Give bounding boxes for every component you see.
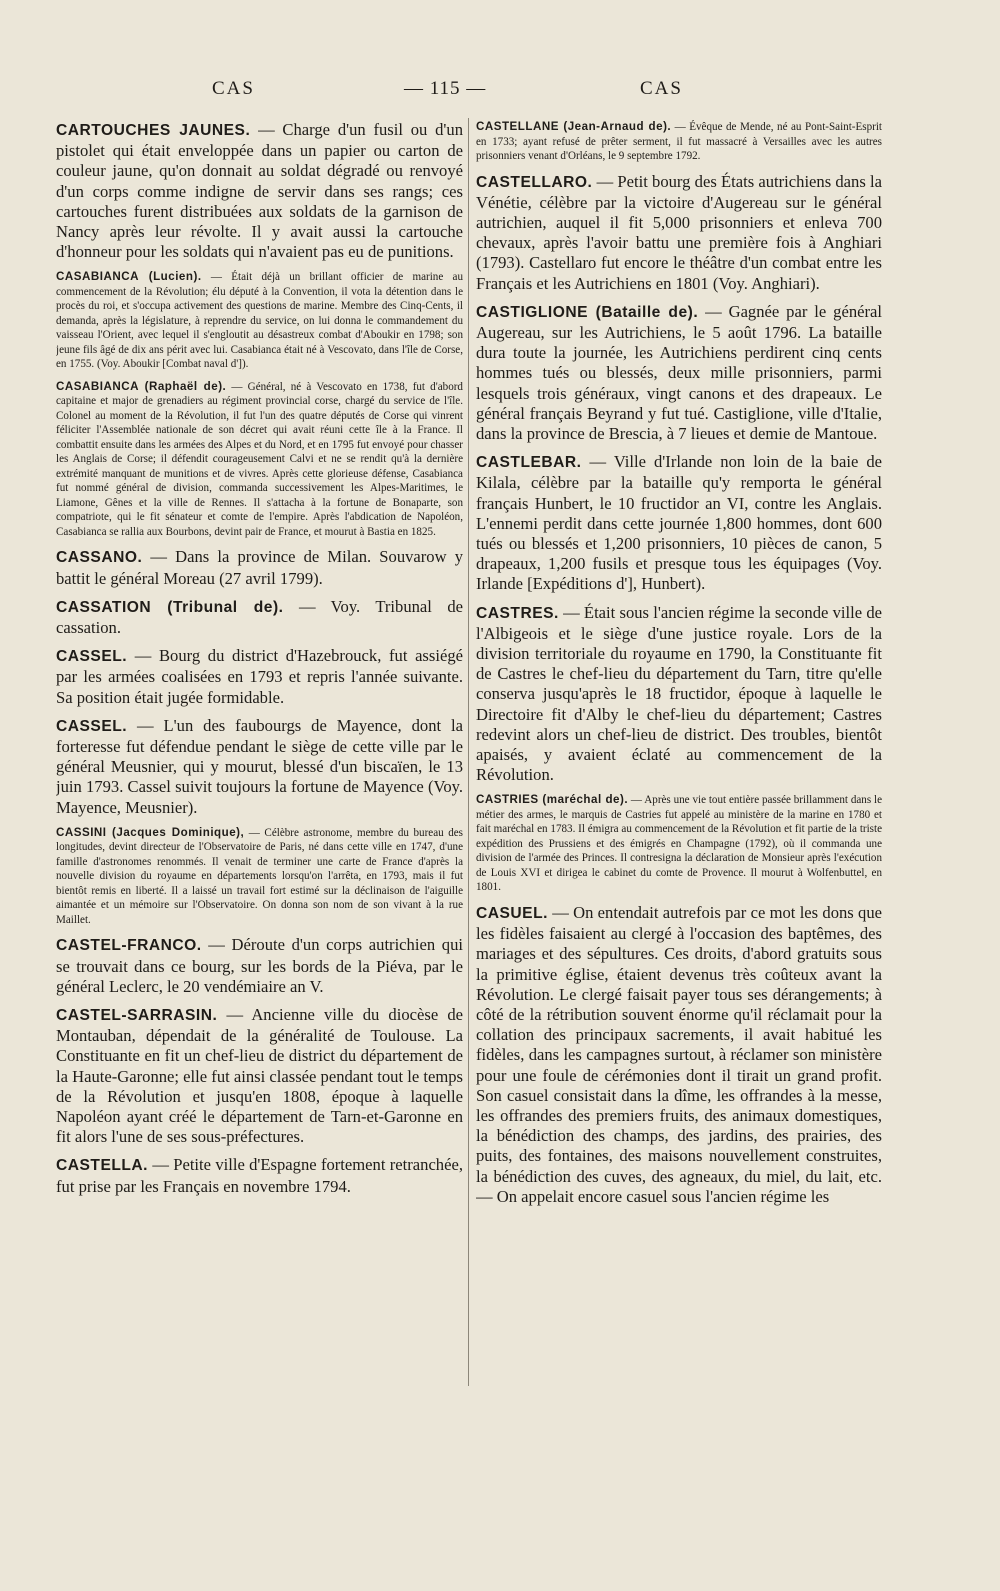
dictionary-entry bbox=[56, 380, 463, 540]
dictionary-entry bbox=[476, 120, 882, 164]
page-number: — 115 — bbox=[404, 78, 487, 99]
entry-text: — Voy. Tribunal de cassation. bbox=[56, 596, 463, 638]
entry-text: — Ville d'Irlande non loin de la baie de Kilala, célèbre par la bataille qu'y remporta le général français Hunbert, le 10 fructidor an VI, contre les Anglais. L'ennemi perdit dans cette journée 1,800 hommes, dont 600 tués ou blessés et 1,200 prisonniers, 10 pièces de canon, 5 drapeaux, 1,200 fusils et presque tous les équipages (Voy. Irlande [Expéditions d'], Hunbert). bbox=[476, 452, 882, 594]
entry-headword: CASUEL. bbox=[476, 904, 548, 922]
entry-headword: CARTOUCHES JAUNES. bbox=[56, 122, 251, 139]
entry-headword: CASTELLANE (Jean-Arnaud de). bbox=[476, 120, 672, 133]
dictionary-entry bbox=[56, 646, 463, 708]
dictionary-entry bbox=[56, 716, 463, 818]
dictionary-entry bbox=[56, 270, 463, 372]
dictionary-entry bbox=[56, 826, 463, 928]
entry-text: — Évêque de Mende, né au Pont-Saint-Esprit en 1733; ayant refusé de prêter serment, il fut massacré à Versailles avec les autres prisonniers venant d'Orléans, le 9 septembre 1792. bbox=[476, 121, 882, 162]
entry-headword: CASTELLARO. bbox=[476, 173, 593, 191]
entry-text: — Après une vie tout entière passée brillamment dans le métier des armes, le marquis de Castries fut appelé au ministère de la marine en 1780 et fait maréchal en 1783. Il émigra au commencement de la Révolution et fit partie de la triste expédition des Prussiens et des émigrés en Champagne (1792), où il commanda une division de l'armée des Princes. Il contresigna la déclaration de Monsieur après l'exécution de Louis XVI et dirigea le cabinet du comte de Provence. Il mourut à Wolfenbuttel, en 1801. bbox=[476, 794, 882, 894]
dictionary-entry bbox=[56, 935, 463, 997]
entry-text: — On entendait autrefois par ce mot les dons que les fidèles faisaient au clergé à l'occasion des baptêmes, des mariages et des sépultures. Ces droits, d'abord gratuits sous la primitive église, étaient devenus très coûteux avant la Révolution. Le clergé faisait payer tous ses dérangements; à côté de la rétribution souvent énorme qu'il réclamait pour la collation des principaux sacrements, il avait habitué les fidèles, dans les campagnes surtout, à réclamer son ministère pour une foule de cérémonies dont il tirait un grand profit. Son casuel consistait dans la dîme, les offrandes à la messe, les offrandes des premiers fruits, des animaux domestiques, la bénédiction des champs, des jardins, des prairies, des puits, des fontaines, des maisons nouvellement construites, la bénédiction des cuves, des agneaux, du miel, du lait, etc. — On appelait encore casuel sous l'ancien régime les bbox=[476, 902, 882, 1206]
entry-headword: CASSEL. bbox=[56, 717, 128, 735]
dictionary-entry bbox=[476, 603, 882, 786]
entry-text: — L'un des faubourgs de Mayence, dont la forteresse fut défendue pendant le siège de cette ville par le général Meusnier, qui y mourut, blessé d'un biscaïen, le 13 juin 1793. Cassel suivit toujours la fortune de Mayence (Voy. Mayence, Meusnier). bbox=[56, 715, 463, 817]
entry-headword: CASTIGLIONE (Bataille de). bbox=[476, 303, 699, 321]
column-divider bbox=[468, 118, 469, 1386]
entry-text: — Général, né à Vescovato en 1738, fut d'abord capitaine et major de grenadiers au régiment provincial corse, chargé du service de l'île. Colonel au moment de la Révolution, il fut l'un des quatre députés de Corse qui vinrent féliciter l'Assemblée nationale de son décret qui avait réuni cette île à la France. Il combattit ensuite dans les armées des Alpes et du Nord, et en 1795 fut envoyé pour chasser les Anglais de Corse; il défendit courageusement Calvi et ne se rendit qu'à la dernière extrémité manquant de munitions et de vivres. Après cette glorieuse défense, Casabianca fut nommé général de division, commanda successivement les Alpes-Maritimes, le Liamone, Gênes et la ville de Rennes. Il s'attacha à la fortune de Bonaparte, son compatriote, qui le fit sénateur et comte de l'empire. Après l'abdication de Napoléon, Casabianca se rallia aux Bourbons, devint pair de France, et mourut à Bastia en 1825. bbox=[56, 380, 463, 538]
entry-headword: CASSATION (Tribunal de). bbox=[56, 598, 284, 616]
dictionary-entry bbox=[56, 597, 463, 638]
entry-text: — Célèbre astronome, membre du bureau des longitudes, devint directeur de l'Observatoire de Paris, né dans cette ville en 1747, d'une famille d'astronomes renommés. Il venait de terminer une carte de France d'après la nouvelle division du royaume en départements lorsqu'on l'arrêta, en 1793, mais il fut bientôt remis en liberté. Il a laissé un travail fort estimé sur la déclinaison de l'aiguille aimantée et un mémoire sur l'Observatoire. On donna son nom de son vivant à la rue Maillet. bbox=[56, 826, 463, 926]
entry-headword: CASTLEBAR. bbox=[476, 454, 582, 472]
entry-headword: CASABIANCA (Raphaël de). bbox=[56, 379, 227, 393]
dictionary-entry bbox=[56, 1155, 463, 1196]
entry-text: — Déroute d'un corps autrichien qui se trouvait dans ce bourg, sur les bords de la Piéva, par le général Leclerc, le 20 vendémiaire an V. bbox=[56, 935, 463, 996]
dictionary-entry bbox=[476, 302, 882, 444]
entry-text: — Gagnée par le général Augereau, sur les Autrichiens, le 5 août 1796. La bataille dura toute la journée, les Autrichiens perdirent cinq cents hommes tués ou blessés, deux mille prisonniers, parmi lesquels trois généraux, vingt canons et des drapeaux. Le général français Beyrand y fut tué. Castiglione, ville d'Italie, dans la province de Brescia, à 7 lieues et demie de Mantoue. bbox=[476, 301, 882, 443]
entry-headword: CASTEL-FRANCO. bbox=[56, 937, 202, 955]
entry-text: — Bourg du district d'Hazebrouck, fut assiégé par les armées coalisées en 1793 et repris l'année suivante. Sa position était jugée formidable. bbox=[56, 646, 463, 707]
dictionary-entry bbox=[476, 172, 882, 294]
entry-headword: CASSANO. bbox=[56, 549, 143, 567]
entry-text: — Charge d'un fusil ou d'un pistolet qui était enveloppée dans un papier ou carton de couleur jaune, qu'on donnait au soldat dégradé ou renvoyé d'un corps comme indigne de servir dans ses rangs; ces cartouches furent distribuées aux soldats de la garnison de Nancy après leur révolte. Il y avait aussi la cartouche d'honneur pour les soldats qui n'avaient pas eu de punitions. bbox=[56, 120, 463, 262]
entry-headword: CASTRES. bbox=[476, 604, 559, 622]
dictionary-entry bbox=[56, 120, 463, 262]
entry-headword: CASSEL. bbox=[56, 648, 128, 666]
entry-text: — Ancienne ville du diocèse de Montauban, dépendait de la généralité de Toulouse. La Constituante en fit un chef-lieu de district du département de la Haute-Garonne; elle fut ainsi classée pendant tout le temps de la Révolution et jusqu'en 1808, époque à laquelle Napoléon ayant créé le département de Tarn-et-Garonne en fit alors l'une de ses sous-préfectures. bbox=[56, 1004, 463, 1147]
entry-text: — Petite ville d'Espagne fortement retranchée, fut prise par les Français en novembre 1794. bbox=[56, 1155, 463, 1196]
dictionary-entry bbox=[56, 547, 463, 588]
left-column bbox=[56, 120, 463, 1383]
entry-text: — Était sous l'ancien régime la seconde ville de l'Albigeois et le siège d'une justice royale. Lors de la division territoriale du royaume en 1790, la Constituante fit de Castres le chef-lieu du département du Tarn, titre qu'elle conserva jusqu'après le 18 fructidor, époque à laquelle le Directoire fit d'Alby le chef-lieu du département; Castres redevint alors un chef-lieu de district. Des troubles, bientôt apaisés, y avaient éclaté au commencement de la Révolution. bbox=[476, 602, 882, 785]
dictionary-entry bbox=[476, 903, 882, 1207]
entry-headword: CASSINI (Jacques Dominique), bbox=[56, 825, 245, 839]
header-right-guideword: CAS bbox=[640, 78, 683, 99]
entry-headword: CASTEL-SARRASIN. bbox=[56, 1006, 218, 1024]
entry-headword: CASTELLA. bbox=[56, 1157, 148, 1175]
entry-headword: CASABIANCA (Lucien). bbox=[56, 270, 202, 284]
right-column bbox=[476, 120, 882, 1383]
dictionary-entry bbox=[56, 1005, 463, 1147]
entry-text: — Était déjà un brillant officier de marine au commencement de la Révolution; élu député à la Convention, il vota la détention dans le procès du roi, et s'occupa activement des questions de marine. Membre des Cinq-Cents, il demanda, après la législature, à reprendre du service, on lui donna le commandement du vaisseau l'Orient, avec lequel il s'engloutit au désastreux combat d'Aboukir en 1798; son jeune fils âgé de dix ans périt avec lui. Casabianca était né à Vescovato, dans l'île de Corse, en 1755. (Voy. Aboukir [Combat naval d']). bbox=[56, 271, 463, 371]
running-header bbox=[0, 78, 1000, 108]
entry-headword: CASTRIES (maréchal de). bbox=[476, 793, 629, 807]
entry-text: — Petit bourg des États autrichiens dans la Vénétie, célèbre par la victoire d'Augereau sur le général autrichien, auquel il fit 5,000 prisonniers et enleva 700 chevaux, après l'avoir battu une première fois à Anghiari (1793). Castellaro fut encore le théâtre d'un combat entre les Français et les Autrichiens en 1801 (Voy. Anghiari). bbox=[476, 171, 882, 293]
entry-text: — Dans la province de Milan. Souvarow y battit le général Moreau (27 avril 1799). bbox=[56, 547, 463, 588]
dictionary-entry bbox=[476, 452, 882, 594]
header-left-guideword: CAS bbox=[212, 78, 255, 99]
dictionary-entry bbox=[476, 793, 882, 895]
